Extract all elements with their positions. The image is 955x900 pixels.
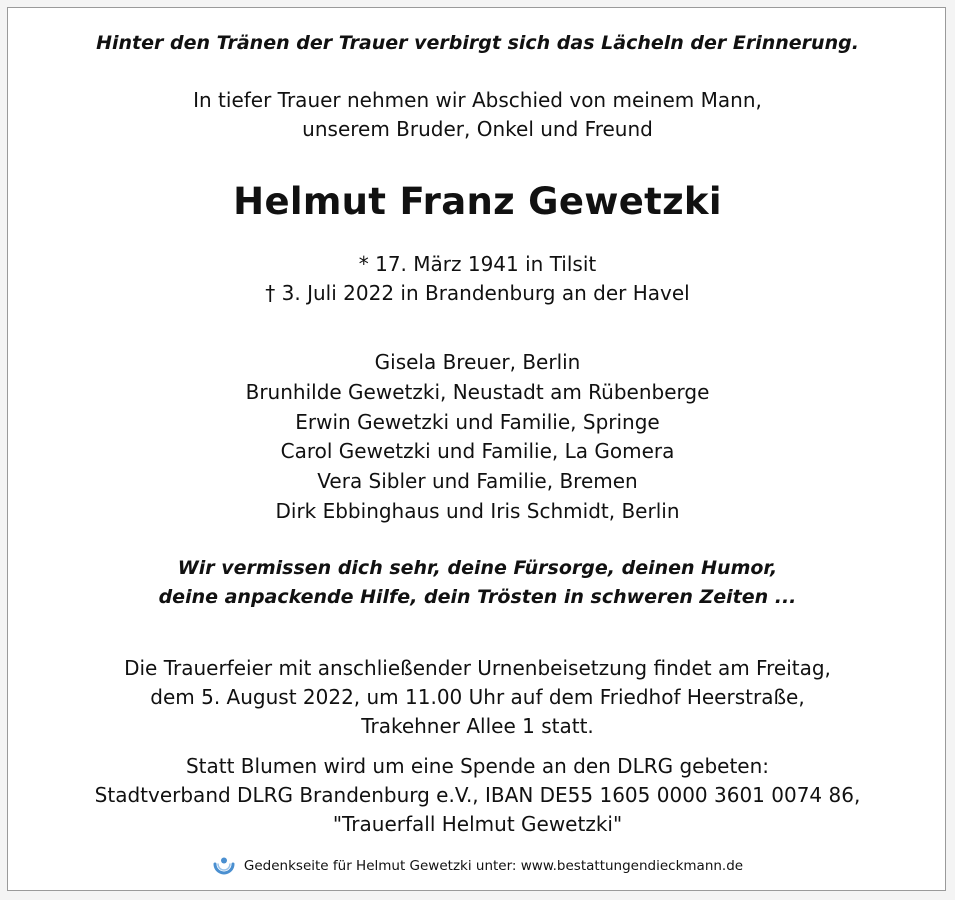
motto: Hinter den Tränen der Trauer verbirgt sich das Lächeln der Erinnerung. [96,32,859,54]
donation-line: Statt Blumen wird um eine Spende an den DLRG gebeten: [185,754,770,778]
mourner: Vera Sibler und Familie, Bremen [317,469,638,494]
intro-line: In tiefer Trauer nehmen wir Abschied von meinem Mann, [193,88,762,112]
quote-line: deine anpackende Hilfe, dein Trösten in schweren Zeiten ... [158,586,797,608]
deceased-name: Helmut Franz Gewetzki [233,180,722,223]
mourner: Brunhilde Gewetzki, Neustadt am Rübenberge [245,379,710,404]
donation-line: Stadtverband DLRG Brandenburg e.V., IBAN DE55 1605 0000 3601 0074 86, [94,783,861,807]
quote-line: Wir vermissen dich sehr, deine Fürsorge, deinen Humor, [177,557,778,579]
ceremony-line: Die Trauerfeier mit anschließender Urnenbeisetzung findet am Freitag, [124,656,831,680]
mourner: Gisela Breuer, Berlin [374,350,581,374]
intro-line: unserem Bruder, Onkel und Freund [302,117,653,141]
memorial-link-text[interactable]: Gedenkseite für Helmut Gewetzki unter: www.bestattungendieckmann.de [243,858,744,874]
birth-date: * 17. März 1941 in Tilsit [358,252,597,276]
memorial-footer [8,854,947,878]
intro-text [8,86,947,144]
mourner: Dirk Ebbinghaus und Iris Schmidt, Berlin [275,498,680,523]
ceremony-line: Trakehner Allee 1 statt. [361,714,594,738]
remembrance-quote [8,554,947,612]
mourners-list [8,348,947,527]
donation-line: "Trauerfall Helmut Gewetzki" [332,812,623,836]
ceremony-line: dem 5. August 2022, um 11.00 Uhr auf dem Friedhof Heerstraße, [150,685,805,709]
donation-info [8,752,947,839]
mourner: Erwin Gewetzki und Familie, Springe [295,409,660,434]
mourner: Carol Gewetzki und Familie, La Gomera [280,439,675,464]
life-dates [8,250,947,308]
obituary-frame [7,7,946,891]
ceremony-info [8,654,947,741]
memorial-logo-icon [212,854,236,878]
death-date: † 3. Juli 2022 in Brandenburg an der Havel [265,281,690,305]
